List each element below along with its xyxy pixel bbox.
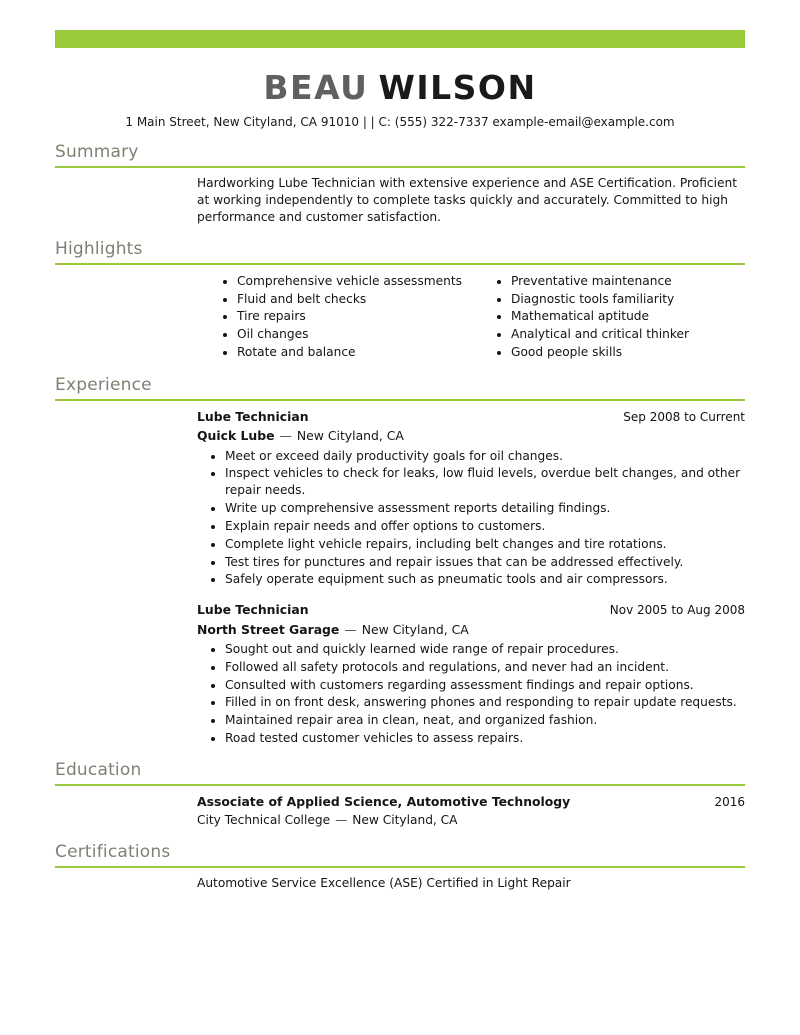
job-bullet: • Maintained repair area in clean, neat, and organized fashion.	[225, 712, 745, 729]
job-entry	[197, 601, 745, 747]
dash-separator: —	[344, 621, 357, 637]
job-bullet: • Write up comprehensive assessment reports detailing findings.	[225, 500, 745, 517]
summary-text: Hardworking Lube Technician with extensive experience and ASE Certification. Proficient at working independently to complete tasks quickly and accurately. Committed to high performance and customer satisfaction.	[197, 176, 737, 224]
degree: Associate of Applied Science, Automotive Technology	[197, 793, 571, 809]
job-bullet: • Explain repair needs and offer options to customers.	[225, 518, 745, 535]
company-name: North Street Garage	[197, 621, 340, 637]
school-location: New Cityland, CA	[352, 813, 458, 828]
company-name: Quick Lube	[197, 428, 275, 444]
job-bullet: • Test tires for punctures and repair issues that can be addressed effectively.	[225, 554, 745, 571]
highlight-item: • Preventative maintenance	[511, 273, 745, 290]
job-entry	[197, 408, 745, 588]
section-summary	[55, 142, 745, 225]
section-education	[55, 760, 745, 829]
company-line	[197, 427, 745, 444]
highlights-list-right	[471, 272, 745, 362]
company-location: New Cityland, CA	[361, 621, 469, 637]
contact-line: 1 Main Street, New Cityland, CA 91010 | | C: (555) 322-7337 example-email@example.com	[125, 115, 675, 130]
job-title: Lube Technician	[197, 602, 309, 618]
job-bullet: • Followed all safety protocols and regulations, and never had an incident.	[225, 659, 745, 676]
job-bullet: • Meet or exceed daily productivity goals for oil changes.	[225, 448, 745, 465]
graduation-year: 2016	[714, 794, 745, 809]
highlights-heading: Highlights	[55, 239, 745, 265]
experience-heading: Experience	[55, 375, 745, 401]
highlight-item: • Fluid and belt checks	[237, 291, 471, 308]
certification-text: Automotive Service Excellence (ASE) Certified in Light Repair	[197, 876, 571, 891]
section-highlights	[55, 239, 745, 362]
job-dates: Nov 2005 to Aug 2008	[609, 603, 745, 618]
highlight-item: • Rotate and balance	[237, 344, 471, 361]
highlight-item: • Analytical and critical thinker	[511, 326, 745, 343]
education-heading: Education	[55, 760, 745, 786]
job-title: Lube Technician	[197, 408, 309, 424]
highlight-item: • Mathematical aptitude	[511, 308, 745, 325]
highlight-item: • Oil changes	[237, 326, 471, 343]
first-name: BEAU	[263, 68, 369, 107]
certifications-heading: Certifications	[55, 842, 745, 868]
highlight-item: • Good people skills	[511, 344, 745, 361]
company-location: New Cityland, CA	[296, 428, 404, 444]
dash-separator: —	[335, 813, 348, 828]
school-line	[197, 812, 745, 829]
dash-separator: —	[279, 428, 292, 444]
top-accent-bar	[55, 30, 745, 48]
highlights-list-left	[197, 272, 471, 362]
job-bullet: • Safely operate equipment such as pneumatic tools and air compressors.	[225, 571, 745, 588]
job-bullet: • Filled in on front desk, answering phones and responding to repair update requests.	[225, 694, 745, 711]
job-bullet: • Sought out and quickly learned wide range of repair procedures.	[225, 641, 745, 658]
job-bullet-list	[197, 448, 745, 589]
school-name: City Technical College	[197, 813, 331, 828]
job-bullet: • Inspect vehicles to check for leaks, low fluid levels, overdue belt changes, and other repair needs.	[225, 465, 745, 499]
highlight-item: • Comprehensive vehicle assessments	[237, 273, 471, 290]
job-bullet: • Road tested customer vehicles to assess repairs.	[225, 730, 745, 747]
section-experience	[55, 375, 745, 747]
highlight-item: • Tire repairs	[237, 308, 471, 325]
highlight-item: • Diagnostic tools familiarity	[511, 291, 745, 308]
job-dates: Sep 2008 to Current	[623, 409, 745, 424]
company-line	[197, 621, 745, 638]
section-certifications	[55, 842, 745, 892]
summary-heading: Summary	[55, 142, 745, 168]
job-bullet: • Complete light vehicle repairs, including belt changes and tire rotations.	[225, 536, 745, 553]
candidate-name	[55, 70, 745, 106]
job-bullet-list	[197, 641, 745, 747]
job-bullet: • Consulted with customers regarding assessment findings and repair options.	[225, 677, 745, 694]
last-name: WILSON	[378, 68, 537, 107]
